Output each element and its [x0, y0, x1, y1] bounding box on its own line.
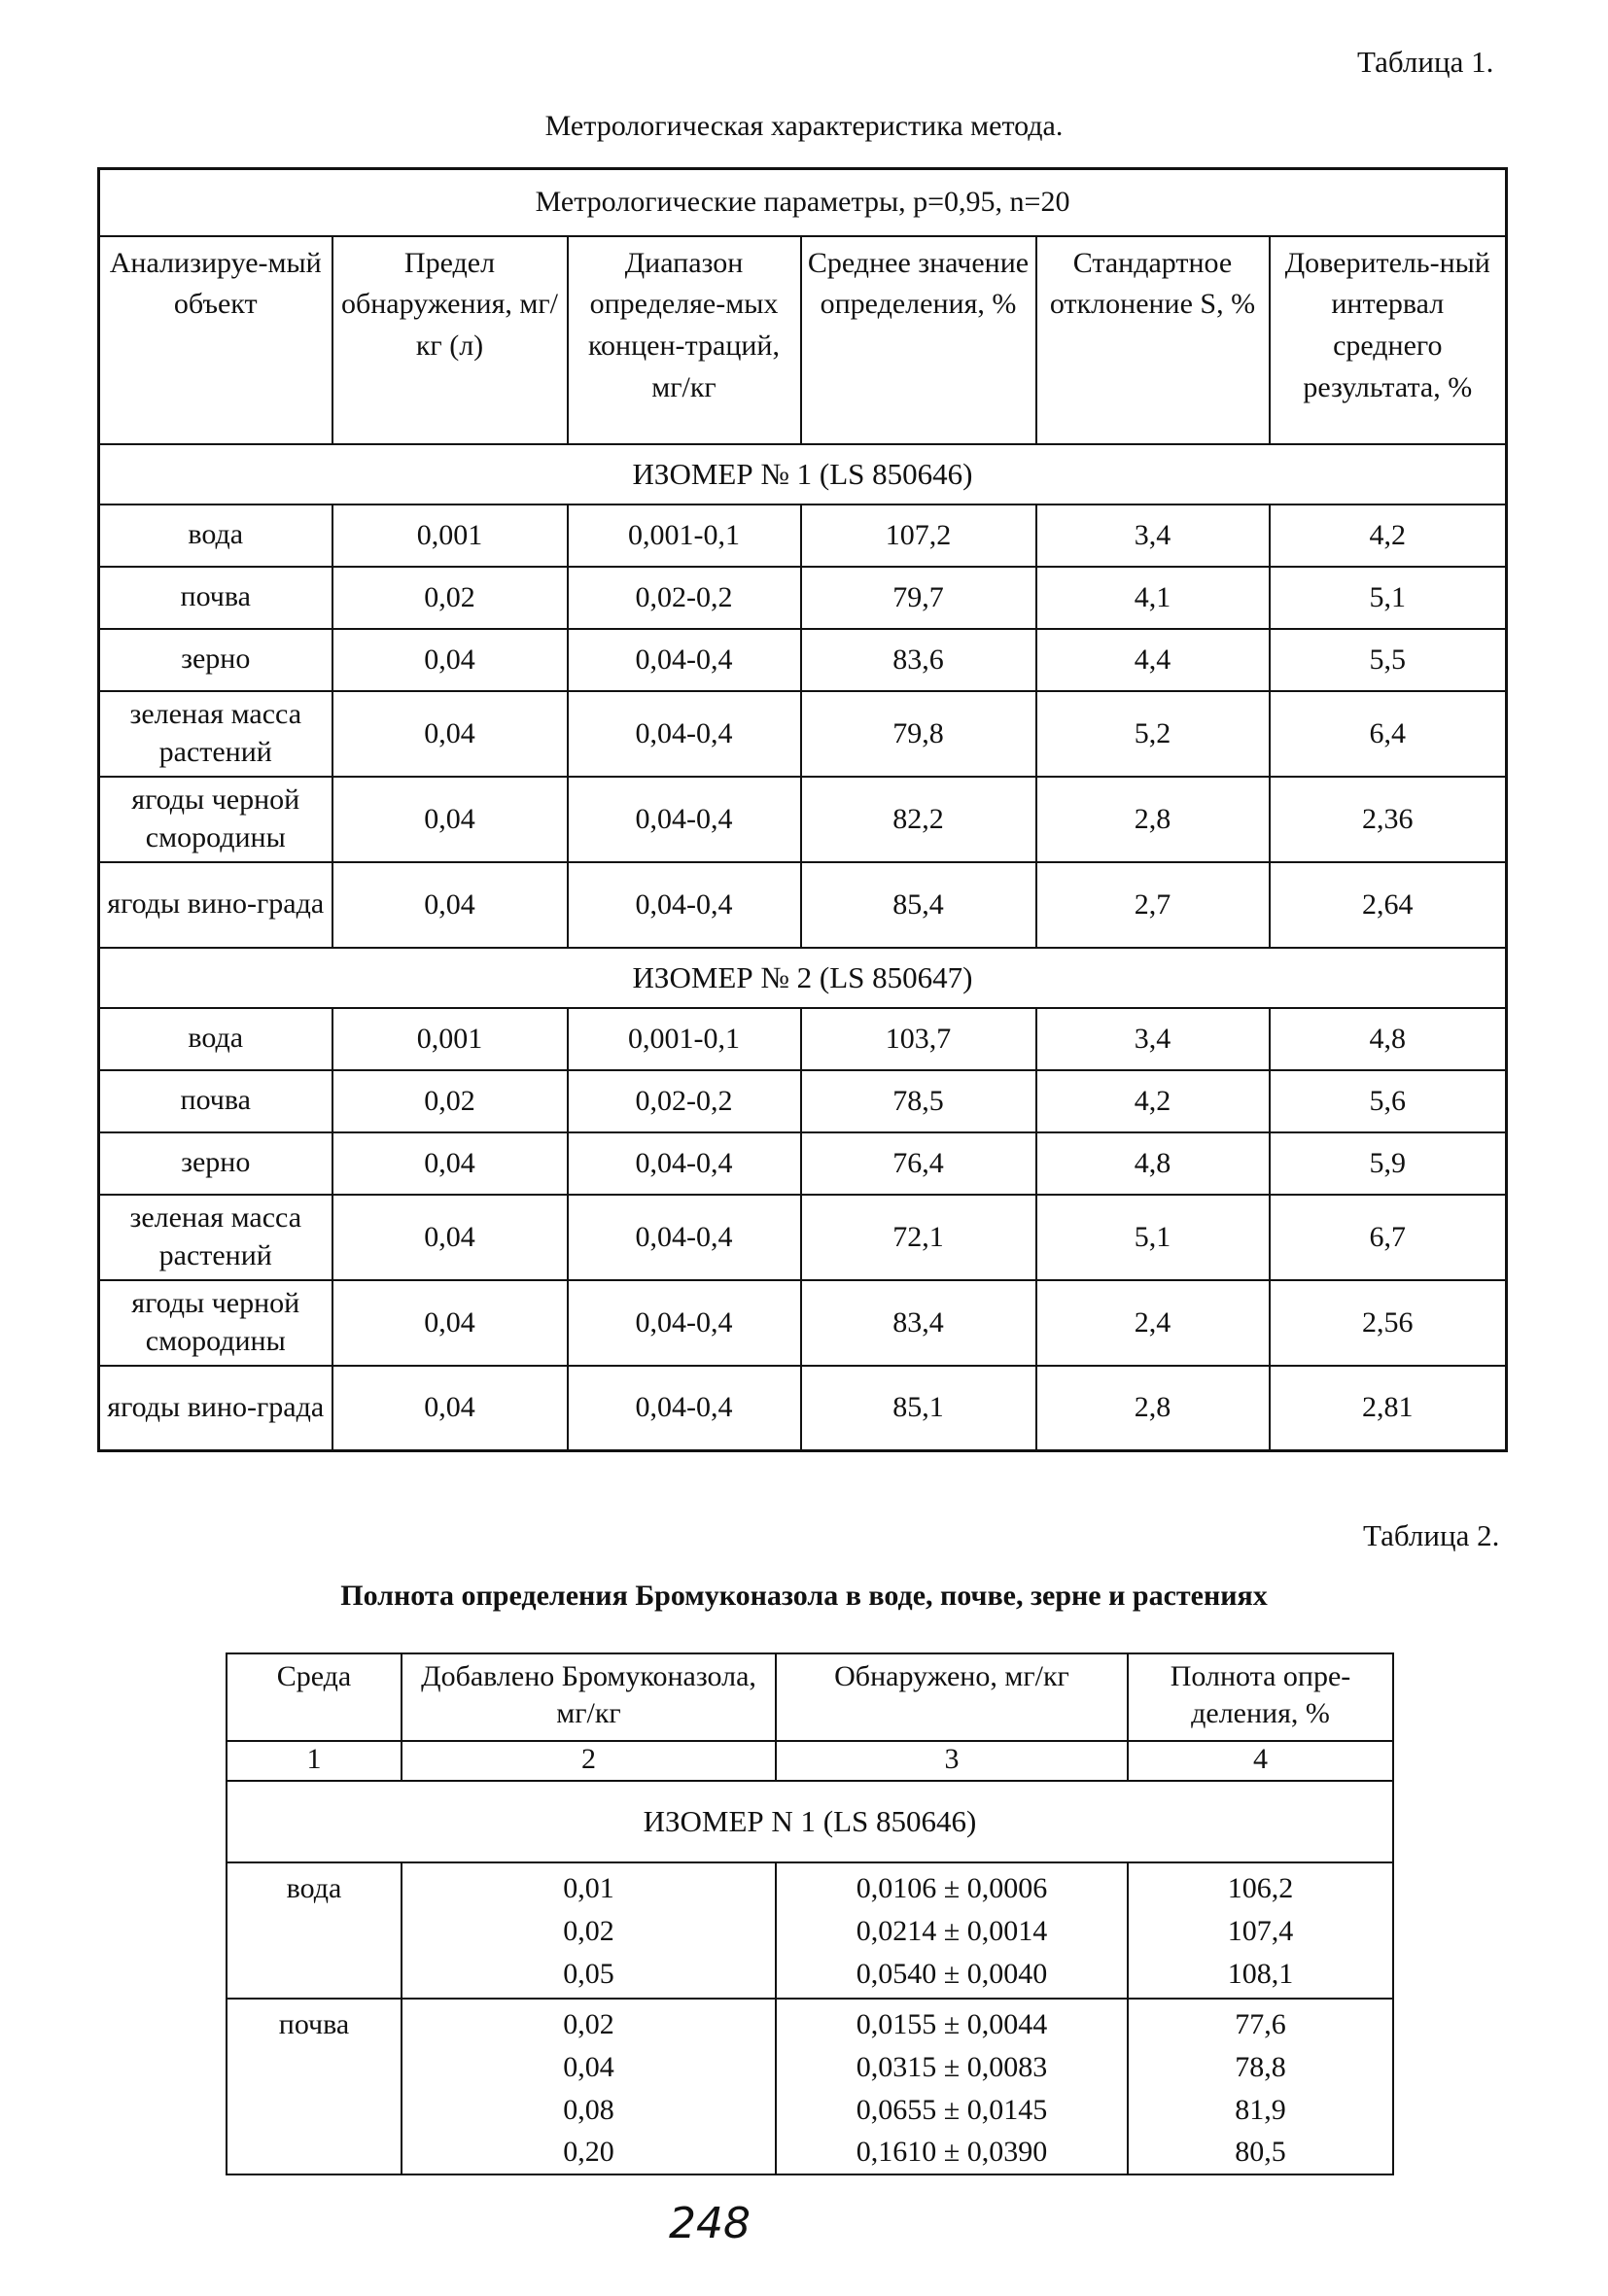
- table-cell: 5,9: [1270, 1132, 1507, 1195]
- table-row: [99, 1280, 1507, 1366]
- column-header: Доверитель-ный интервал среднего результата, %: [1270, 236, 1507, 444]
- column-header: Анализируе-мый объект: [99, 236, 332, 444]
- table-cell: 0,04-0,4: [568, 1195, 801, 1280]
- object-name: вода: [99, 504, 332, 567]
- table-cell: 6,7: [1270, 1195, 1507, 1280]
- column-number: 2: [402, 1741, 776, 1781]
- object-name: ягоды черной смородины: [99, 777, 332, 862]
- completeness-value: 106,2: [1227, 1872, 1294, 1904]
- table-cell: 0,04-0,4: [568, 1280, 801, 1366]
- found-value: 0,0214 ± 0,0014: [856, 1914, 1048, 1947]
- medium-group: [227, 1862, 1393, 1999]
- column-number: 3: [776, 1741, 1128, 1781]
- table-cell: 0,02-0,2: [568, 1070, 801, 1132]
- page-number: 248: [669, 2199, 751, 2248]
- completeness-cell: [1128, 1999, 1393, 2174]
- table1-title: Метрологическая характеристика метода.: [544, 110, 1064, 142]
- table-cell: 0,04: [332, 777, 568, 862]
- found-value: 0,0655 ± 0,0145: [856, 2093, 1048, 2126]
- table-row: [99, 1366, 1507, 1451]
- table-cell: 83,6: [801, 629, 1036, 691]
- table1-label: Таблица 1.: [1357, 45, 1494, 79]
- object-name: зерно: [99, 1132, 332, 1195]
- table-cell: 0,04-0,4: [568, 777, 801, 862]
- table-cell: 4,2: [1036, 1070, 1270, 1132]
- completeness-value: 108,1: [1227, 1957, 1294, 1990]
- column-number: 4: [1128, 1741, 1393, 1781]
- table-cell: 5,1: [1270, 567, 1507, 629]
- object-name: ягоды черной смородины: [99, 1280, 332, 1366]
- table-row: [99, 1070, 1507, 1132]
- table-cell: 3,4: [1036, 504, 1270, 567]
- table-cell: 83,4: [801, 1280, 1036, 1366]
- found-value: 0,0315 ± 0,0083: [856, 2050, 1048, 2083]
- table-row: [99, 1008, 1507, 1070]
- table-cell: 2,8: [1036, 777, 1270, 862]
- column-header: Диапазон определяе-мых концен-траций, мг/кг: [568, 236, 801, 444]
- table-cell: 4,4: [1036, 629, 1270, 691]
- column-header: Стандартное отклонение S, %: [1036, 236, 1270, 444]
- table-cell: 0,04-0,4: [568, 1366, 801, 1451]
- table-cell: 79,8: [801, 691, 1036, 777]
- table-cell: 0,001-0,1: [568, 504, 801, 567]
- group-header: Метрологические параметры, p=0,95, n=20: [99, 169, 1507, 236]
- table-row: [99, 862, 1507, 948]
- completeness-table: [226, 1652, 1394, 2175]
- section-title: ИЗОМЕР N 1 (LS 850646): [227, 1781, 1393, 1862]
- section-title: ИЗОМЕР № 1 (LS 850646): [99, 444, 1507, 504]
- object-name: ягоды вино-града: [99, 1366, 332, 1451]
- completeness-cell: [1128, 1862, 1393, 1999]
- object-name: почва: [99, 1070, 332, 1132]
- table-cell: 0,001-0,1: [568, 1008, 801, 1070]
- table-cell: 4,8: [1270, 1008, 1507, 1070]
- found-value: 0,0155 ± 0,0044: [856, 2008, 1048, 2040]
- table-cell: 0,04: [332, 691, 568, 777]
- column-header: Полнота опре-деления, %: [1128, 1653, 1393, 1741]
- added-value: 0,02: [563, 2008, 614, 2040]
- object-name: ягоды вино-града: [99, 862, 332, 948]
- table2-title: Полнота определения Бромуконазола в воде, почве, зерне и растениях: [340, 1580, 1268, 1612]
- column-number: 1: [227, 1741, 402, 1781]
- column-header: Предел обнаружения, мг/кг (л): [332, 236, 568, 444]
- found-value: 0,0106 ± 0,0006: [856, 1872, 1048, 1904]
- table-row: [99, 504, 1507, 567]
- table-cell: 4,8: [1036, 1132, 1270, 1195]
- table-cell: 5,5: [1270, 629, 1507, 691]
- table-cell: 82,2: [801, 777, 1036, 862]
- table-cell: 2,64: [1270, 862, 1507, 948]
- table-cell: 2,4: [1036, 1280, 1270, 1366]
- table-cell: 0,02-0,2: [568, 567, 801, 629]
- added-value: 0,04: [563, 2050, 614, 2083]
- table-cell: 0,02: [332, 567, 568, 629]
- table-cell: 6,4: [1270, 691, 1507, 777]
- medium-group: [227, 1999, 1393, 2174]
- added-value: 0,08: [563, 2093, 614, 2126]
- found-cell: [776, 1862, 1128, 1999]
- column-header: Среда: [227, 1653, 402, 1741]
- completeness-value: 78,8: [1235, 2050, 1286, 2083]
- table-cell: 0,04: [332, 1132, 568, 1195]
- table-cell: 4,1: [1036, 567, 1270, 629]
- added-value: 0,05: [563, 1957, 614, 1990]
- table-cell: 85,4: [801, 862, 1036, 948]
- table-cell: 79,7: [801, 567, 1036, 629]
- table-row: [99, 1195, 1507, 1280]
- table-cell: 0,04: [332, 1195, 568, 1280]
- object-name: зеленая масса растений: [99, 691, 332, 777]
- table-cell: 103,7: [801, 1008, 1036, 1070]
- table-cell: 0,02: [332, 1070, 568, 1132]
- table2-label: Таблица 2.: [1363, 1518, 1500, 1552]
- object-name: почва: [99, 567, 332, 629]
- completeness-value: 81,9: [1235, 2093, 1286, 2126]
- medium-name: вода: [227, 1862, 402, 1999]
- added-value: 0,02: [563, 1914, 614, 1947]
- table-cell: 0,001: [332, 1008, 568, 1070]
- table-cell: 0,04: [332, 1280, 568, 1366]
- table-cell: 2,81: [1270, 1366, 1507, 1451]
- table-cell: 2,36: [1270, 777, 1507, 862]
- table-cell: 2,8: [1036, 1366, 1270, 1451]
- table-cell: 2,7: [1036, 862, 1270, 948]
- medium-name: почва: [227, 1999, 402, 2174]
- column-header: Добавлено Бромуконазола, мг/кг: [402, 1653, 776, 1741]
- completeness-value: 80,5: [1235, 2136, 1286, 2169]
- table-cell: 76,4: [801, 1132, 1036, 1195]
- found-value: 0,0540 ± 0,0040: [856, 1957, 1048, 1990]
- table-cell: 3,4: [1036, 1008, 1270, 1070]
- table-cell: 0,04-0,4: [568, 862, 801, 948]
- table-cell: 0,04-0,4: [568, 1132, 801, 1195]
- table-row: [99, 777, 1507, 862]
- table-row: [99, 1132, 1507, 1195]
- object-name: зерно: [99, 629, 332, 691]
- found-cell: [776, 1999, 1128, 2174]
- column-header: Среднее значение определения, %: [801, 236, 1036, 444]
- found-value: 0,1610 ± 0,0390: [856, 2136, 1048, 2169]
- object-name: вода: [99, 1008, 332, 1070]
- table-cell: 5,1: [1036, 1195, 1270, 1280]
- table-cell: 5,6: [1270, 1070, 1507, 1132]
- table-cell: 72,1: [801, 1195, 1036, 1280]
- table-row: [99, 629, 1507, 691]
- added-cell: [402, 1862, 776, 1999]
- added-value: 0,20: [563, 2136, 614, 2169]
- object-name: зеленая масса растений: [99, 1195, 332, 1280]
- table-cell: 4,2: [1270, 504, 1507, 567]
- table-cell: 5,2: [1036, 691, 1270, 777]
- added-cell: [402, 1999, 776, 2174]
- completeness-value: 77,6: [1235, 2008, 1286, 2040]
- table-row: [99, 567, 1507, 629]
- metrology-table: [97, 167, 1508, 1452]
- table-cell: 2,56: [1270, 1280, 1507, 1366]
- table-cell: 0,04: [332, 1366, 568, 1451]
- table-cell: 85,1: [801, 1366, 1036, 1451]
- completeness-value: 107,4: [1227, 1914, 1294, 1947]
- table-row: [99, 691, 1507, 777]
- column-header: Обнаружено, мг/кг: [776, 1653, 1128, 1741]
- section-title: ИЗОМЕР № 2 (LS 850647): [99, 948, 1507, 1008]
- table-cell: 107,2: [801, 504, 1036, 567]
- table-cell: 78,5: [801, 1070, 1036, 1132]
- table-cell: 0,04-0,4: [568, 691, 801, 777]
- table-cell: 0,001: [332, 504, 568, 567]
- table-cell: 0,04-0,4: [568, 629, 801, 691]
- added-value: 0,01: [563, 1872, 614, 1904]
- table-cell: 0,04: [332, 862, 568, 948]
- table-cell: 0,04: [332, 629, 568, 691]
